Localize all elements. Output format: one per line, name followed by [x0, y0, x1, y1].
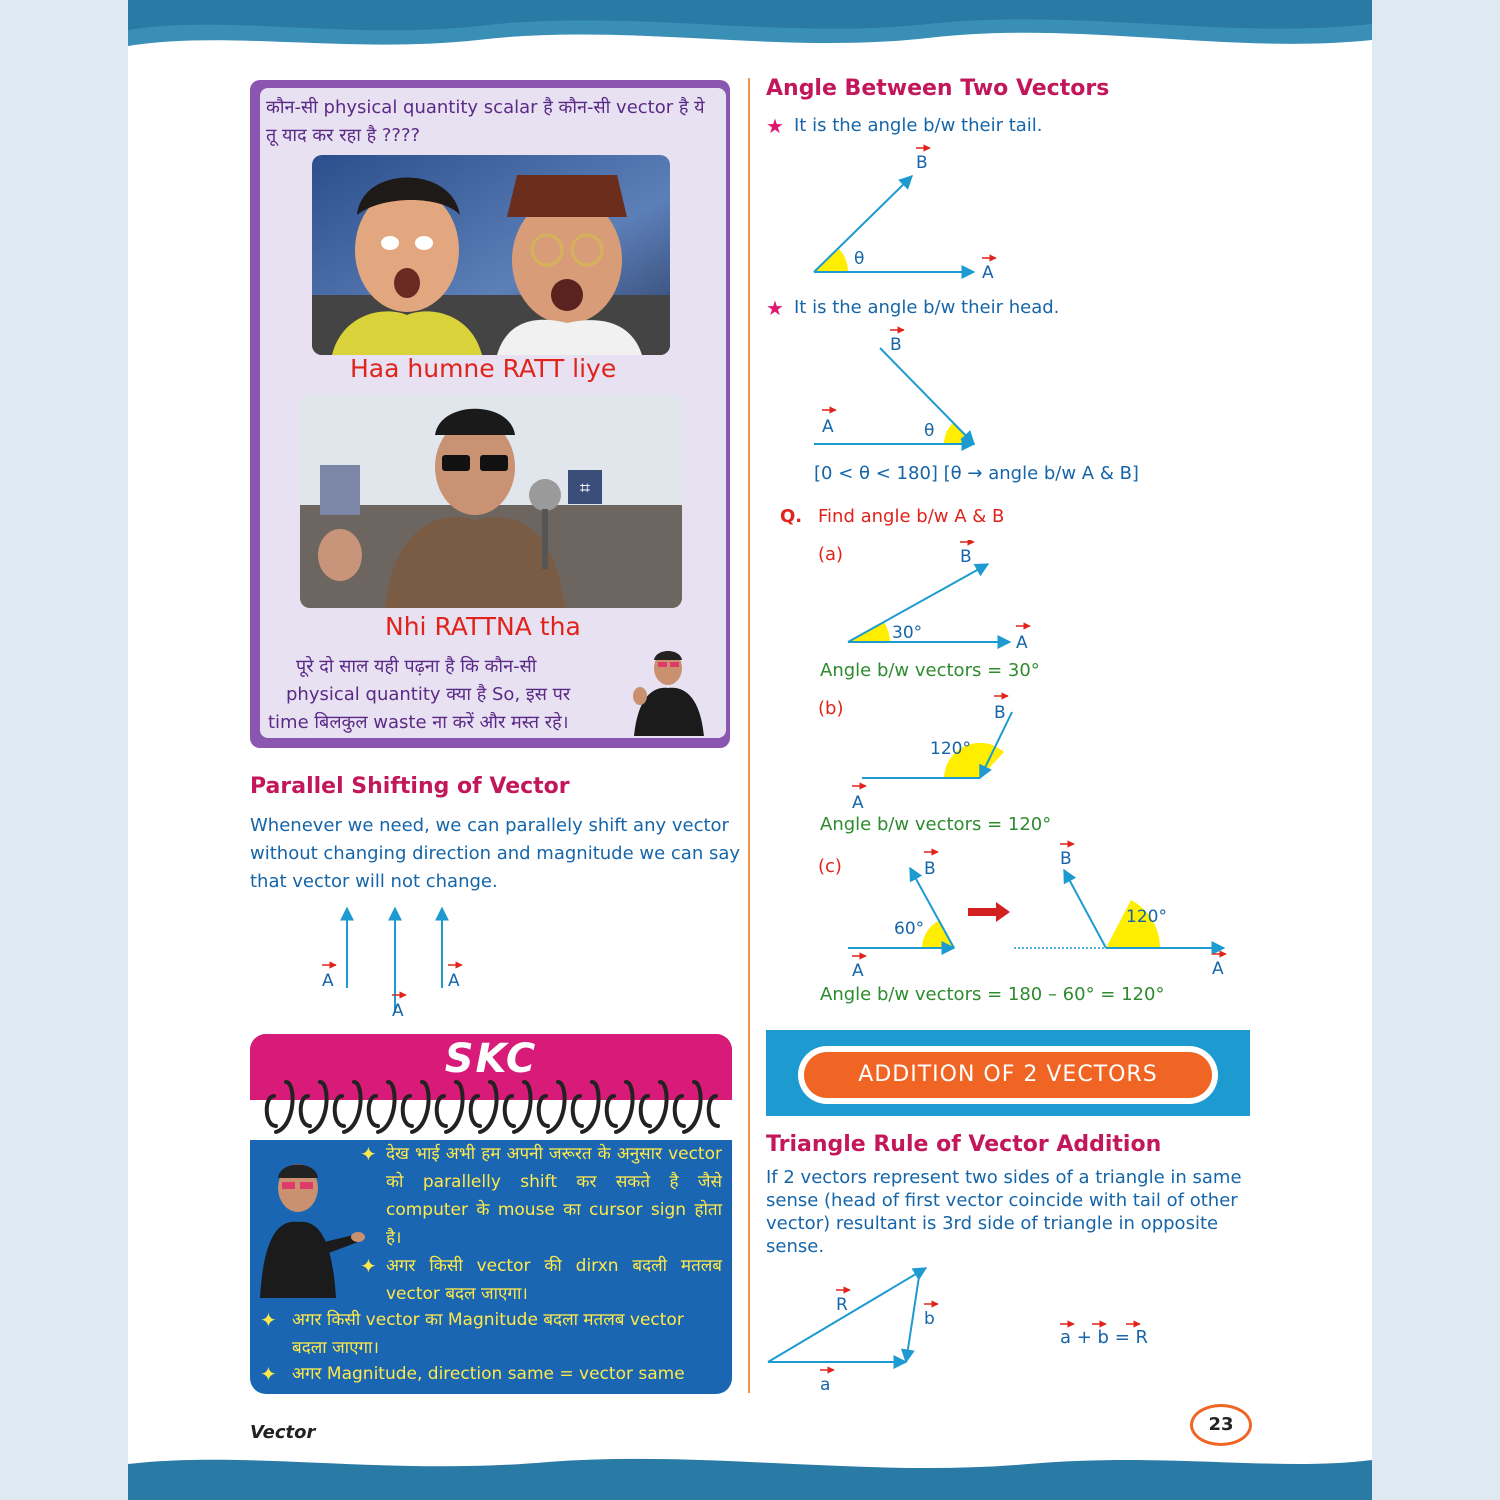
spiral-binding-icon [250, 1076, 732, 1138]
parallel-label-2: A [392, 1001, 404, 1021]
angle-range-text: [0 < θ < 180] [θ → angle b/w A & B] [814, 463, 1139, 484]
parallel-body-line-3: that vector will not change. [250, 871, 498, 892]
skc-point-1: देख भाई अभी हम अपनी जरूरत के अनुसार vector को parallelly shift कर सकते है जैसे computer के mouse का cursor sign होता है। [386, 1144, 722, 1248]
skc-title: SKC [444, 1036, 538, 1082]
meme-advice-line-1: पूरे दो साल यही पढ़ना है कि कौन-सी [296, 656, 537, 677]
bottom-wave-decoration [128, 1450, 1372, 1500]
meme-advice-line-3: time बिलकुल waste ना करें और मस्त रहे। [268, 712, 569, 733]
tail-angle-diagram [808, 140, 1008, 285]
question-prefix: Q. [780, 506, 803, 527]
top-wave-decoration [128, 0, 1372, 60]
question-text: Find angle b/w A & B [818, 506, 1005, 527]
addition-banner: ADDITION OF 2 VECTORS [804, 1052, 1212, 1098]
triangle-rule-line-1: If 2 vectors represent two sides of a triangle in same [766, 1167, 1242, 1188]
meme-intro-text: कौन-सी physical quantity scalar है कौन-सी vector है ये तू याद कर रहा है ???? [266, 97, 705, 146]
parallel-label-3: A [448, 971, 460, 991]
skc-point-2: अगर किसी vector की dirxn बदली मतलब vector बदल जाएगा। [386, 1256, 722, 1304]
skc-bullet-icon-4: ✦ [260, 1362, 277, 1386]
star-bullet-icon-2: ★ [766, 296, 784, 320]
skc-point-4: अगर Magnitude, direction same = vector same [292, 1364, 685, 1384]
head-theta-label: θ [924, 421, 935, 441]
part-a-diagram [844, 540, 1044, 655]
part-c-angle-1: 60° [894, 919, 925, 939]
part-b-label-a: A [852, 793, 864, 813]
part-c-label-b-2: B [1060, 849, 1072, 869]
skc-bullet-icon-1: ✦ [360, 1142, 377, 1166]
right-arrow-icon [968, 902, 1010, 922]
part-c-diagram [844, 840, 1244, 980]
part-b-label: (b) [818, 698, 844, 719]
triangle-label-b: b [924, 1309, 935, 1329]
head-angle-diagram [808, 322, 1008, 452]
vector-addition-formula: a + b = R [1060, 1327, 1149, 1348]
triangle-rule-line-2: sense (head of first vector coincide with tail of other [766, 1190, 1238, 1211]
tail-label-b: B [916, 153, 928, 173]
triangle-label-r: R [836, 1295, 848, 1315]
teacher-thumb-image [624, 646, 710, 736]
parallel-body-line-2: without changing direction and magnitude we can say [250, 843, 741, 864]
triangle-rule-line-4: sense. [766, 1236, 825, 1257]
head-label-b: B [890, 335, 902, 355]
part-c-label-b-1: B [924, 859, 936, 879]
skc-box [250, 1034, 732, 1394]
tail-label-a: A [982, 263, 994, 283]
part-a-label-b: B [960, 547, 972, 567]
page-number: 23 [1190, 1404, 1252, 1446]
part-b-diagram [844, 690, 1044, 815]
part-c-label-a-2: A [1212, 959, 1224, 979]
part-b-label-b: B [994, 703, 1006, 723]
skc-point-3: अगर किसी vector का Magnitude बदला मतलब vector बदला जाएगा। [292, 1310, 684, 1358]
part-c-answer: Angle b/w vectors = 180 – 60° = 120° [820, 984, 1165, 1005]
parallel-vectors-diagram [298, 900, 468, 1025]
chapter-name: Vector [250, 1422, 316, 1443]
part-c-label-a-1: A [852, 961, 864, 980]
column-divider [748, 78, 750, 1393]
angle-point-2: It is the angle b/w their head. [794, 297, 1060, 318]
skc-bullet-icon-3: ✦ [260, 1308, 277, 1332]
part-b-angle: 120° [930, 739, 971, 759]
svg-text:⌗: ⌗ [579, 478, 591, 499]
skc-bullet-icon-2: ✦ [360, 1254, 377, 1278]
parallel-title: Parallel Shifting of Vector [250, 774, 570, 799]
angle-title: Angle Between Two Vectors [766, 76, 1110, 101]
parallel-body-line-1: Whenever we need, we can parallely shift any vector [250, 815, 729, 836]
meme-caption-2: Nhi RATTNA tha [385, 612, 581, 641]
triangle-rule-diagram [764, 1260, 964, 1400]
textbook-page [128, 0, 1372, 1500]
meme-photo-top [312, 155, 670, 355]
meme-caption-1: Haa humne RATT liye [350, 354, 617, 383]
part-c-angle-2: 120° [1126, 907, 1167, 927]
triangle-rule-title: Triangle Rule of Vector Addition [766, 1132, 1162, 1157]
part-a-label-a: A [1016, 633, 1028, 653]
meme-photo-bottom [300, 395, 682, 608]
part-b-answer: Angle b/w vectors = 120° [820, 814, 1052, 835]
parallel-label-1: A [322, 971, 334, 991]
head-label-a: A [822, 417, 834, 437]
teacher-pointing-image [254, 1158, 366, 1298]
part-a-angle: 30° [892, 623, 923, 643]
tail-theta-label: θ [854, 249, 865, 269]
triangle-rule-line-3: vector) resultant is 3rd side of triangle in opposite [766, 1213, 1219, 1234]
part-a-answer: Angle b/w vectors = 30° [820, 660, 1040, 681]
angle-point-1: It is the angle b/w their tail. [794, 115, 1043, 136]
part-a-label: (a) [818, 544, 844, 565]
part-c-label: (c) [818, 856, 842, 877]
meme-advice-line-2: physical quantity क्या है So, इस पर [286, 684, 571, 705]
triangle-label-a: a [820, 1375, 831, 1395]
star-bullet-icon-1: ★ [766, 114, 784, 138]
